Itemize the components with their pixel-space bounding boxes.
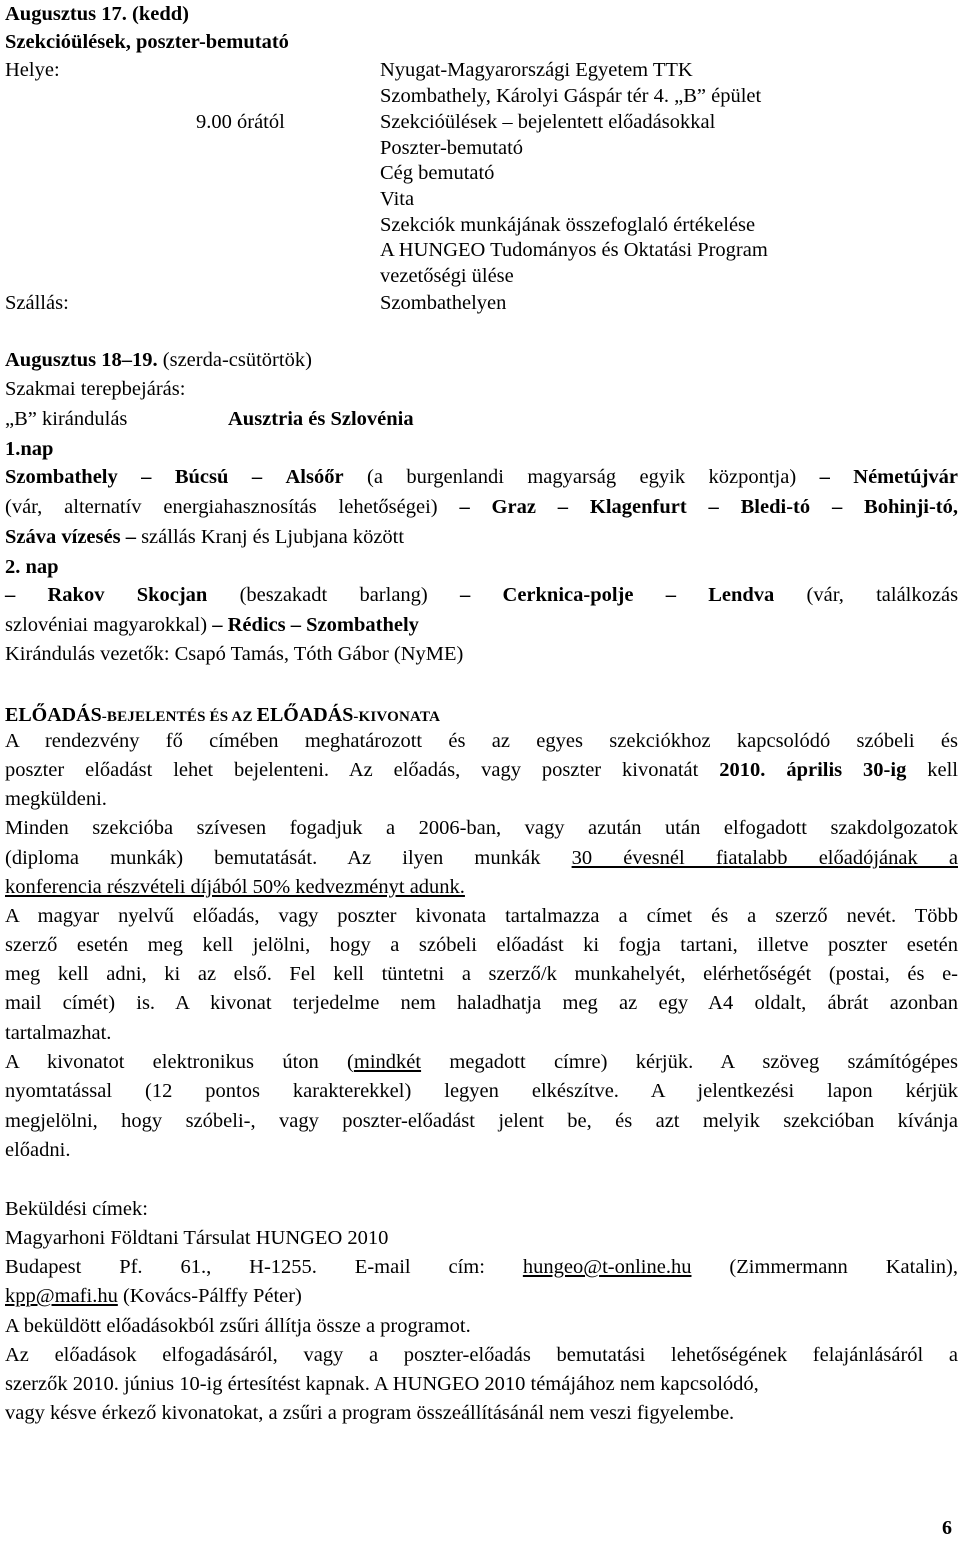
route-dash: – bbox=[251, 466, 263, 488]
day2-route-line2 bbox=[5, 612, 419, 638]
route-stop: Cerknica-polje bbox=[502, 584, 634, 606]
route-note: szlovéniai magyarokkal) bbox=[5, 614, 208, 636]
route-stop: Németújvár bbox=[853, 466, 958, 488]
heading-part: -BEJELENTÉS ÉS AZ bbox=[101, 709, 257, 725]
route-stop: Bohinji-tó, bbox=[864, 496, 959, 518]
szallas-label: Szállás: bbox=[5, 292, 69, 314]
program-item: vezetőségi ülése bbox=[380, 265, 514, 287]
program-item: Szekciók munkájának összefoglaló értékelése bbox=[380, 214, 756, 236]
route-stop: Szombathely bbox=[5, 466, 118, 488]
aug18-date-bold: Augusztus 18–19. bbox=[5, 349, 158, 371]
emphasis-text: mindkét bbox=[353, 1051, 422, 1073]
paragraph-line: meg kell adni, ki az első. Fel kell tüntetni a szerző/k munkahelyét, elérhetőségét (postai, és e- bbox=[5, 963, 958, 985]
route-dash: – bbox=[290, 614, 302, 636]
contacts-email2-line bbox=[5, 1283, 302, 1309]
route-dash: – bbox=[125, 526, 136, 548]
day1-route-line1 bbox=[5, 464, 958, 490]
text-run: (diploma munkák) bemutatását. Az ilyen munkák bbox=[5, 847, 572, 869]
text-run: (Zimmermann Katalin), bbox=[691, 1256, 959, 1278]
paragraph-line: szerző esetén meg kell jelölni, hogy a szóbeli előadást ki fogja tartani, illetve poszter esetén bbox=[5, 934, 958, 956]
program-item: Poszter-bemutató bbox=[380, 137, 524, 159]
paragraph-line: A beküldött előadásokból zsűri állítja össze a programot. bbox=[5, 1315, 471, 1337]
route-stop: Alsóőr bbox=[285, 466, 344, 488]
paragraph-line bbox=[5, 1049, 958, 1075]
route-note: (a burgenlandi magyarság egyik központja) bbox=[367, 466, 797, 488]
terep-label: Szakmai terepbejárás: bbox=[5, 378, 186, 400]
kirandulas-label: „B” kirándulás bbox=[5, 408, 128, 430]
time-label: 9.00 órától bbox=[196, 111, 285, 133]
program-item: A HUNGEO Tudományos és Oktatási Program bbox=[380, 239, 768, 261]
discount-text: 30 évesnél fiatalabb előadójának a bbox=[571, 847, 958, 869]
program-item: Vita bbox=[380, 188, 415, 210]
email-link-hungeo[interactable]: hungeo@t-online.hu bbox=[522, 1256, 692, 1278]
helye-line2: Szombathely, Károlyi Gáspár tér 4. „B” épület bbox=[380, 85, 762, 107]
day2-route-line1 bbox=[5, 582, 958, 608]
trip-leaders: Kirándulás vezetők: Csapó Tamás, Tóth Gábor (NyME) bbox=[5, 643, 464, 665]
route-stop: Száva vízesés bbox=[5, 526, 121, 548]
contacts-org: Magyarhoni Földtani Társulat HUNGEO 2010 bbox=[5, 1227, 389, 1249]
text-run: A kivonatot elektronikus úton ( bbox=[5, 1051, 354, 1073]
route-dash: – bbox=[5, 584, 16, 606]
heading-part: -KIVONATA bbox=[353, 709, 441, 725]
paragraph-line: előadni. bbox=[5, 1139, 71, 1161]
page-number: 6 bbox=[942, 1517, 952, 1539]
route-stop: Klagenfurt bbox=[589, 496, 687, 518]
route-stop: Szombathely bbox=[306, 614, 419, 636]
aug17-date: Augusztus 17. (kedd) bbox=[5, 3, 189, 25]
heading-part: ELŐADÁS bbox=[5, 704, 102, 726]
helye-line1: Nyugat-Magyarországi Egyetem TTK bbox=[380, 59, 693, 81]
route-note: szállás Kranj és Ljubjana között bbox=[141, 526, 405, 548]
paragraph-line: A rendezvény fő címében meghatározott és az egyes szekciókhoz kapcsolódó szóbeli és bbox=[5, 730, 958, 752]
route-stop: Lendva bbox=[708, 584, 775, 606]
paragraph-line bbox=[5, 845, 958, 871]
szallas-value: Szombathelyen bbox=[380, 292, 507, 314]
route-note: (vár, találkozás bbox=[806, 584, 959, 606]
paragraph-line bbox=[5, 757, 958, 783]
paragraph-line: megjelölni, hogy szóbeli-, vagy poszter-előadást jelent be, és azt melyik szekcióban kívánja bbox=[5, 1110, 958, 1132]
route-stop: Bledi-tó bbox=[740, 496, 811, 518]
route-dash: – bbox=[831, 496, 843, 518]
heading-part: ELŐADÁS bbox=[256, 704, 354, 726]
program-item: Szekcióülések – bejelentett előadásokkal bbox=[380, 111, 716, 133]
email-link-kpp[interactable]: kpp@mafi.hu bbox=[5, 1285, 118, 1307]
day2-label: 2. nap bbox=[5, 556, 59, 578]
route-dash: – bbox=[459, 496, 470, 518]
contacts-label: Beküldési címek: bbox=[5, 1198, 148, 1220]
route-stop: Graz bbox=[491, 496, 536, 518]
route-note: (beszakadt barlang) bbox=[239, 584, 428, 606]
paragraph-line: A magyar nyelvű előadás, vagy poszter kivonata tartalmazza a címet és a szerző nevét. Több bbox=[5, 905, 958, 927]
route-stop: Rédics bbox=[227, 614, 286, 636]
paragraph-line: Minden szekcióba szívesen fogadjuk a 2006-ban, vagy azután után elfogadott szakdolgozatok bbox=[5, 817, 958, 839]
route-dash: – bbox=[141, 466, 152, 488]
helye-label: Helye: bbox=[5, 59, 60, 81]
day1-route-line2 bbox=[5, 494, 958, 520]
day1-label: 1.nap bbox=[5, 438, 54, 460]
paragraph-line: szerzők 2010. június 10-ig értesítést kapnak. A HUNGEO 2010 témájához nem kapcsolódó, bbox=[5, 1373, 759, 1395]
route-dash: – bbox=[665, 584, 676, 606]
section-heading bbox=[5, 702, 440, 730]
kirandulas-destination: Ausztria és Szlovénia bbox=[228, 408, 414, 430]
route-note: (vár, alternatív energiahasznosítás lehetőségei) bbox=[5, 496, 438, 518]
paragraph-line: megküldeni. bbox=[5, 788, 107, 810]
route-dash: – bbox=[460, 584, 471, 606]
aug17-subtitle: Szekcióülések, poszter-bemutató bbox=[5, 31, 289, 53]
text-run: (Kovács-Pálffy Péter) bbox=[117, 1285, 302, 1307]
aug18-date-rest: (szerda-csütörtök) bbox=[157, 349, 312, 371]
paragraph-line: Az előadások elfogadásáról, vagy a poszter-előadás bemutatási lehetőségének felajánlásáról a bbox=[5, 1344, 958, 1366]
text-run: poszter előadást lehet bejelenteni. Az előadás, vagy poszter kivonatát bbox=[5, 759, 720, 781]
text-run: kell bbox=[906, 759, 958, 781]
aug18-date bbox=[5, 347, 312, 373]
paragraph-line: mail címét) is. A kivonat terjedelme nem haladhatja meg az egy A4 oldalt, ábrát azonban bbox=[5, 992, 958, 1014]
text-run: megadott címre) kérjük. A szöveg számítógépes bbox=[421, 1051, 958, 1073]
deadline-date: 2010. április 30-ig bbox=[719, 759, 907, 781]
discount-text: konferencia részvételi díjából 50% kedvezményt adunk. bbox=[5, 876, 465, 898]
route-dash: – bbox=[212, 614, 223, 636]
route-stop: Búcsú bbox=[174, 466, 229, 488]
route-stop: Rakov Skocjan bbox=[47, 584, 208, 606]
day1-route-line3 bbox=[5, 524, 404, 550]
text-run: Budapest Pf. 61., H-1255. E-mail cím: bbox=[5, 1256, 523, 1278]
paragraph-line: nyomtatással (12 pontos karakterekkel) legyen elkészítve. A jelentkezési lapon kérjük bbox=[5, 1080, 958, 1102]
route-dash: – bbox=[819, 466, 830, 488]
paragraph-line: tartalmazhat. bbox=[5, 1022, 112, 1044]
contacts-address bbox=[5, 1254, 958, 1280]
route-dash: – bbox=[557, 496, 569, 518]
route-dash: – bbox=[708, 496, 719, 518]
paragraph-line: vagy késve érkező kivonatokat, a zsűri a program összeállításánál nem veszi figyelembe. bbox=[5, 1402, 735, 1424]
program-item: Cég bemutató bbox=[380, 162, 495, 184]
